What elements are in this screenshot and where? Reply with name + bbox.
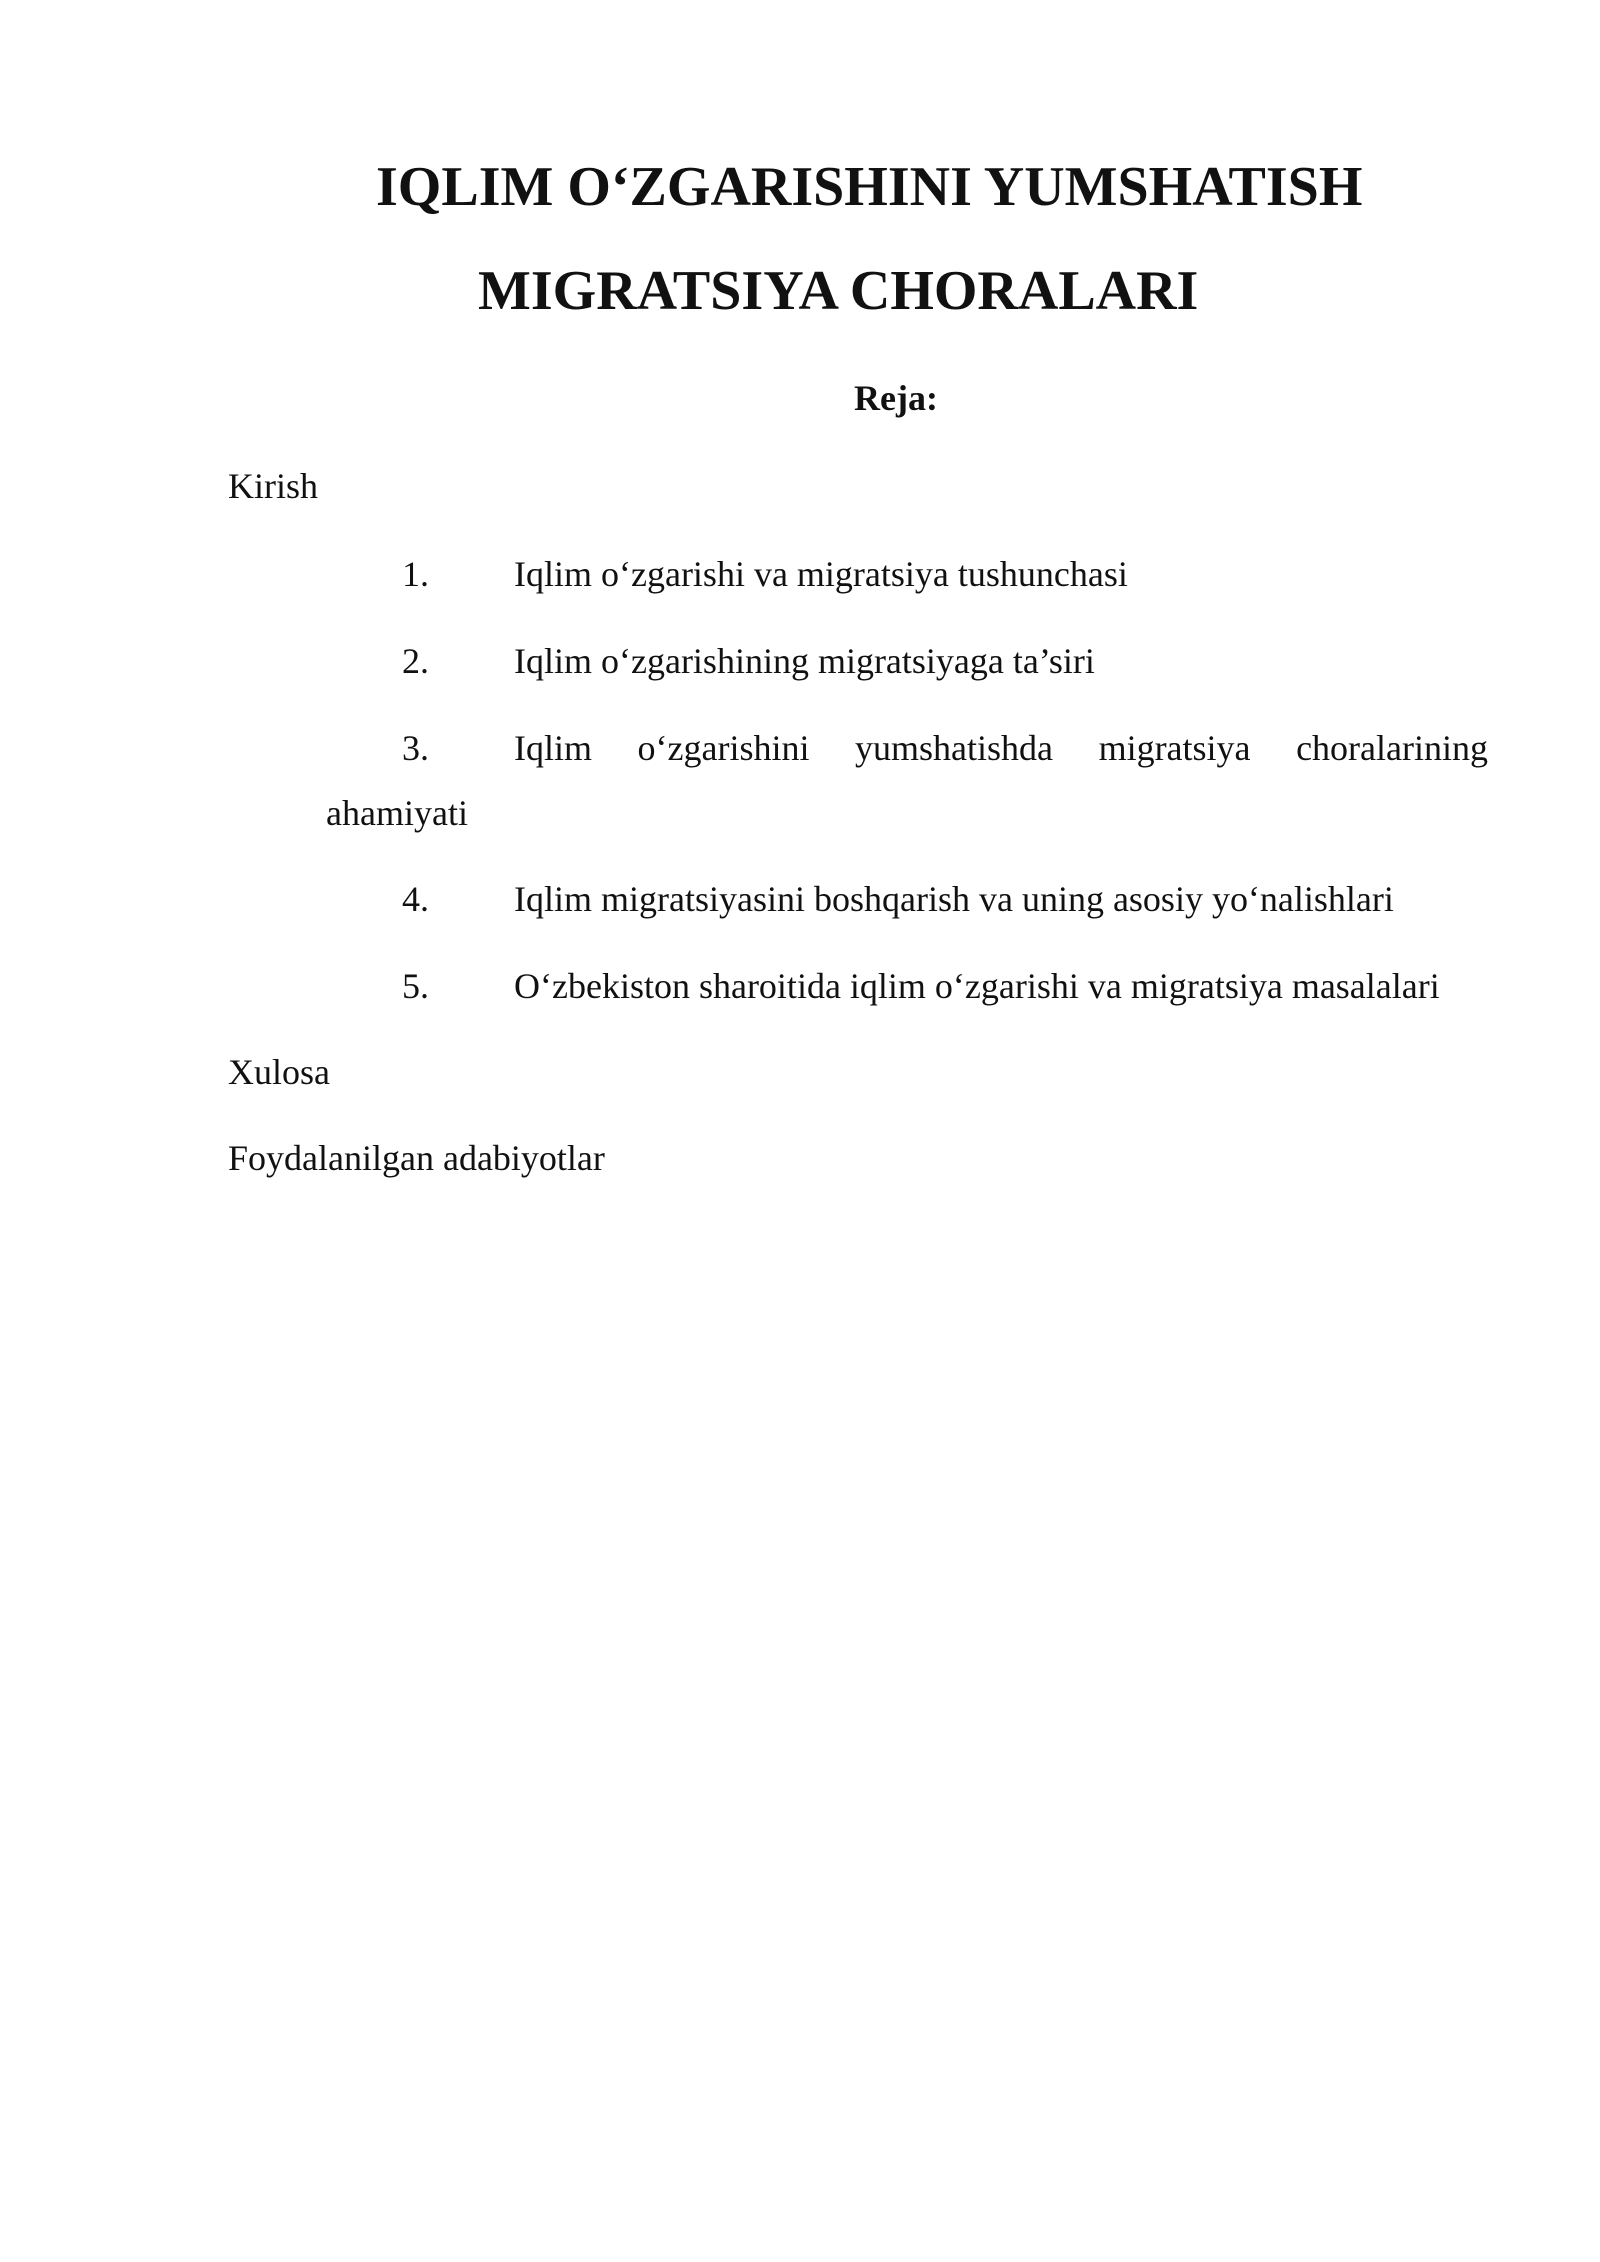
plan-item-number: 4. <box>402 879 429 919</box>
document-title-line-1: IQLIM O‘ZGARISHINI YUMSHATISH <box>376 156 1363 218</box>
plan-item-number: 5. <box>402 966 429 1006</box>
plan-item-label: Iqlim o‘zgarishining migratsiyaga ta’siri <box>514 641 1095 681</box>
plan-item-label: Iqlim o‘zgarishi va migratsiya tushunchasi <box>514 554 1128 594</box>
plan-item-label: Iqlim migratsiyasini boshqarish va uning asosiy yo‘nalishlari <box>514 879 1394 919</box>
plan-item-label: Iqlim o‘zgarishini yumshatishda migratsiya choralarining <box>514 728 1488 768</box>
references-entry: Foydalanilgan adabiyotlar <box>228 1138 605 1178</box>
document-title-line-2: MIGRATSIYA CHORALARI <box>478 260 1199 322</box>
plan-heading: Reja: <box>854 378 938 418</box>
plan-item-number: 2. <box>402 641 429 681</box>
conclusion-entry: Xulosa <box>228 1052 330 1092</box>
plan-item-number: 3. <box>402 728 429 768</box>
plan-item-number: 1. <box>402 554 429 594</box>
plan-item-label-continuation: ahamiyati <box>326 793 468 833</box>
plan-item-label: O‘zbekiston sharoitida iqlim o‘zgarishi va migratsiya masalalari <box>514 966 1440 1006</box>
intro-entry: Kirish <box>228 466 318 506</box>
